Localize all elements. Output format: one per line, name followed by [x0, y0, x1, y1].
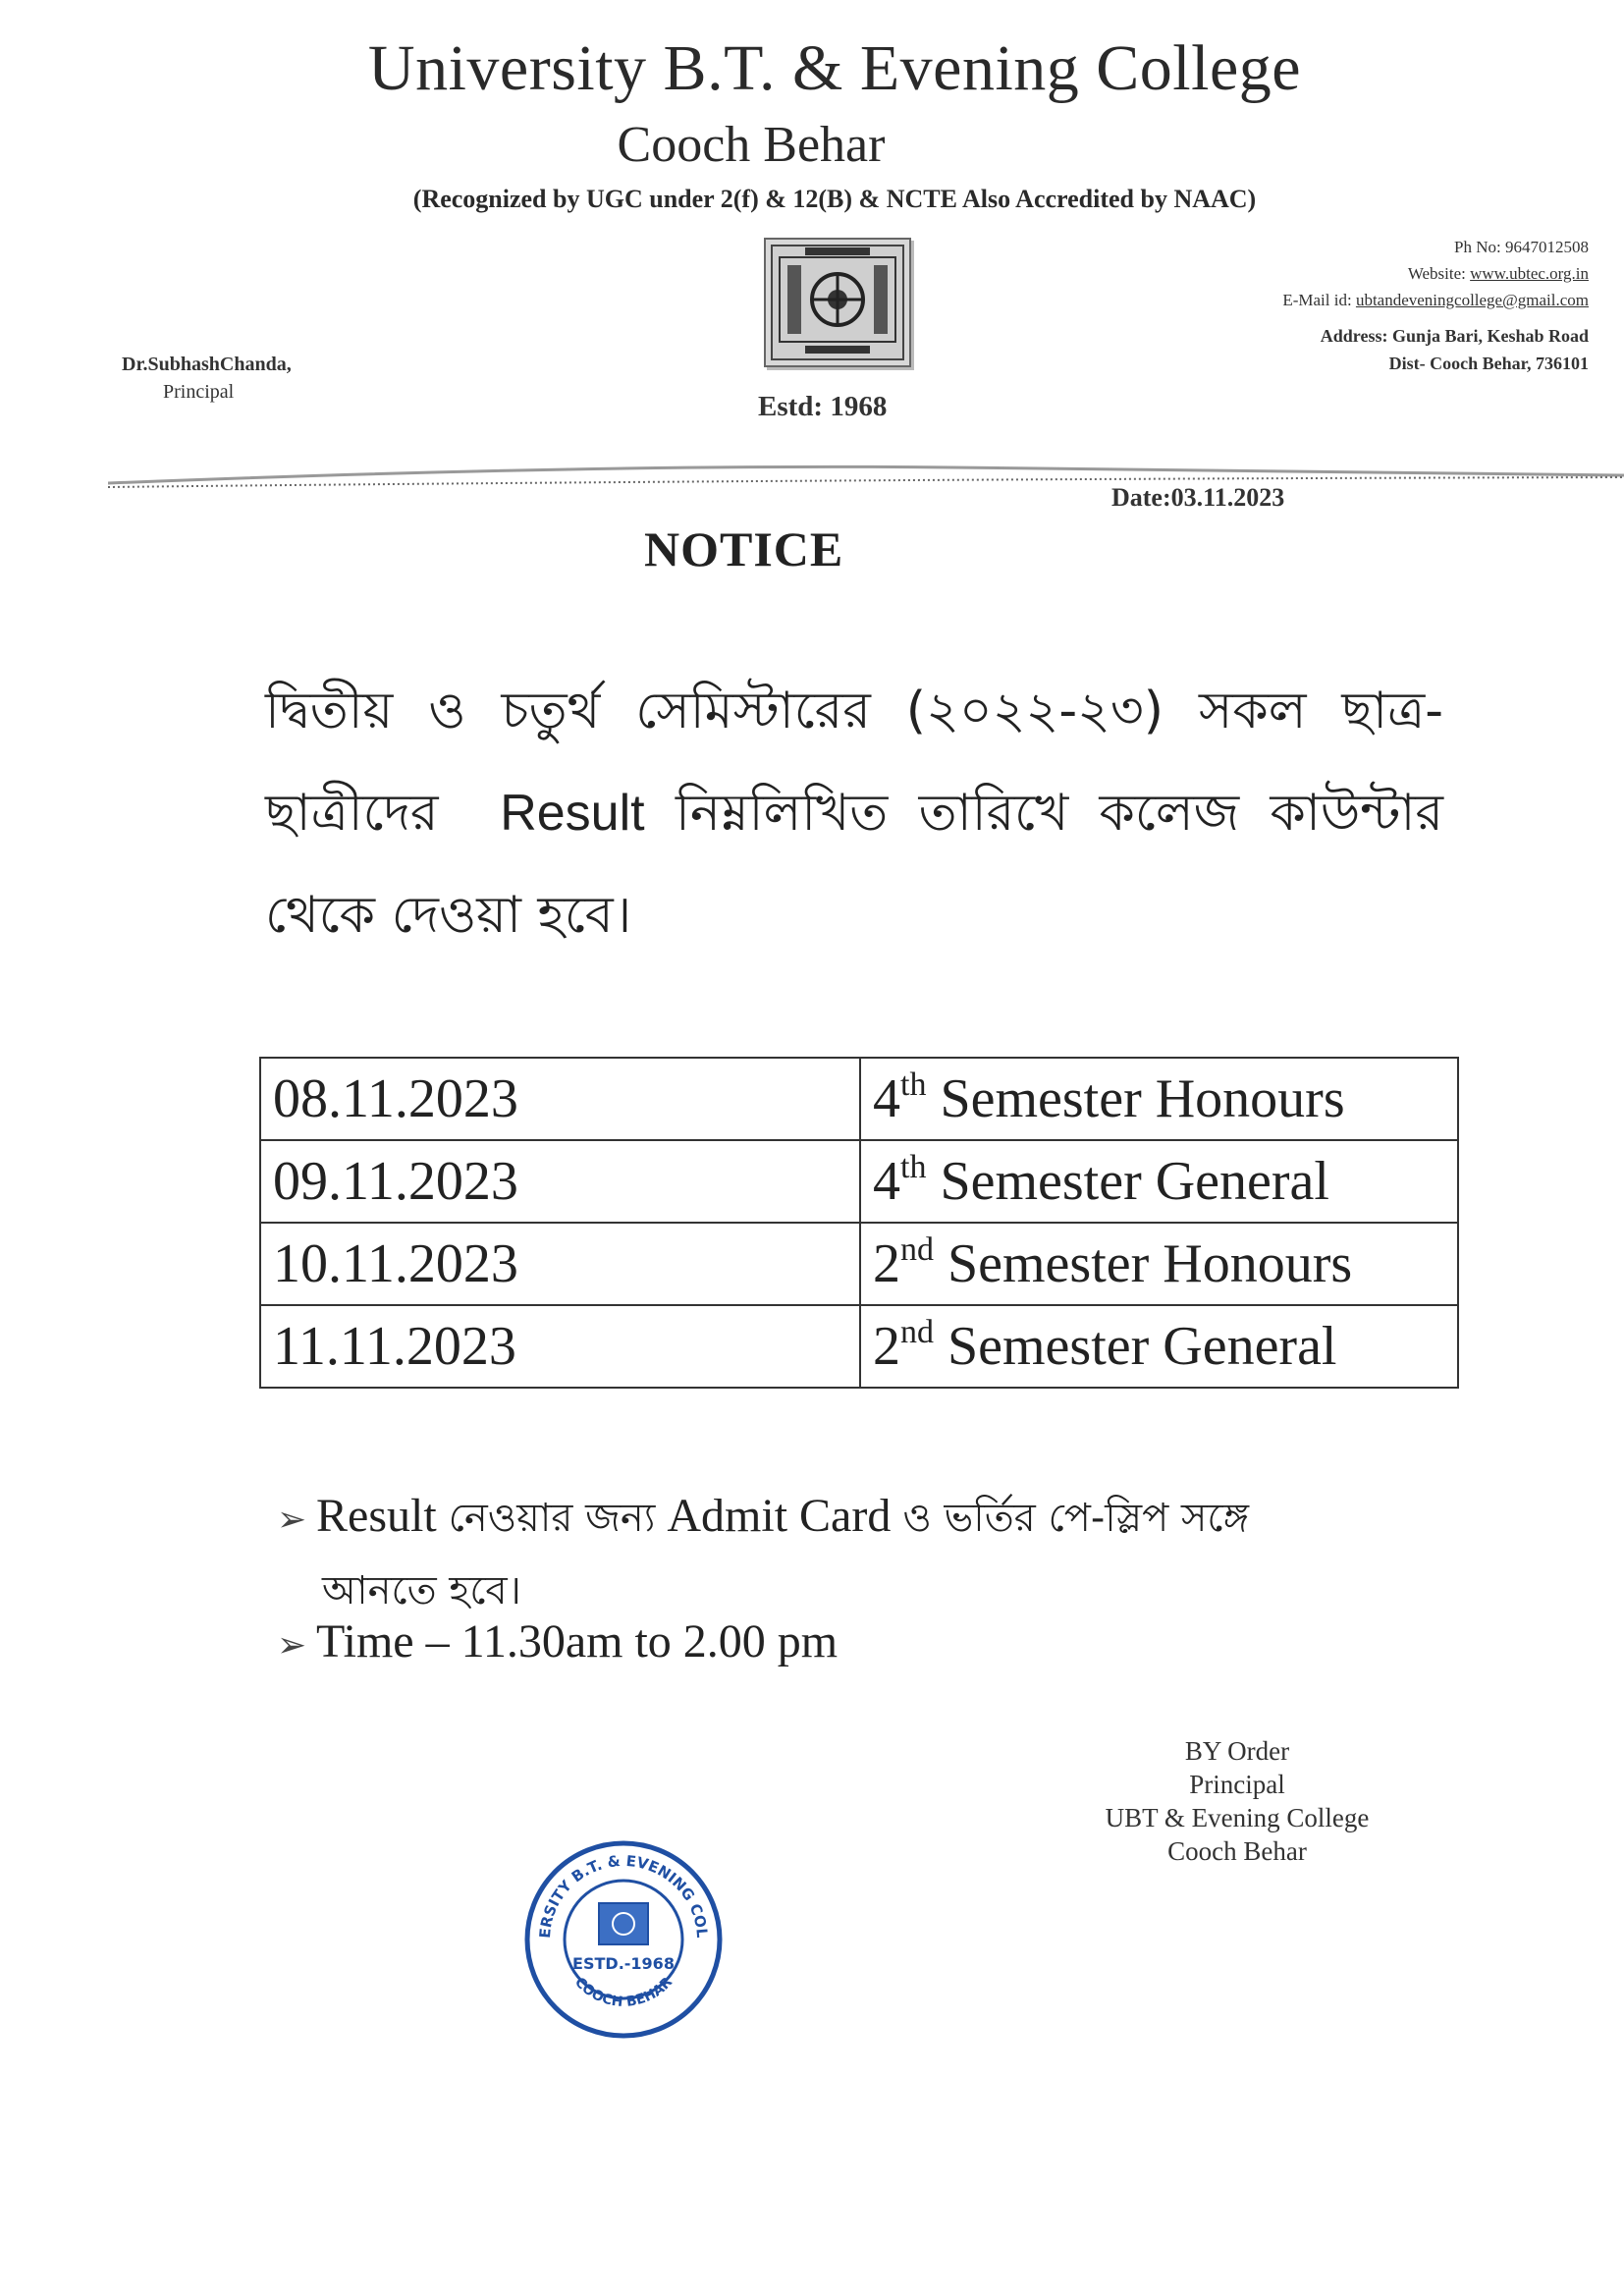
contact-block	[1282, 234, 1589, 313]
result-schedule-table	[259, 1057, 1459, 1389]
established-year: Estd: 1968	[758, 391, 888, 422]
college-city: Cooch Behar	[617, 117, 886, 173]
website-link[interactable]: www.ubtec.org.in	[1470, 264, 1589, 283]
signature-block	[1070, 1734, 1404, 1868]
header-divider	[108, 462, 1624, 489]
schedule-semester: 4th Semester General	[860, 1140, 1458, 1223]
email-line: E-Mail id: ubtandeveningcollege@gmail.com	[1282, 291, 1589, 309]
svg-text:COOCH BEHAR: COOCH BEHAR	[570, 1974, 677, 2010]
svg-text:ESTD.-1968: ESTD.-1968	[572, 1954, 675, 1973]
round-stamp-icon	[520, 1836, 727, 2043]
signature-line: BY Order	[1184, 1736, 1290, 1766]
schedule-date: 09.11.2023	[260, 1140, 860, 1223]
schedule-semester: 2nd Semester General	[860, 1305, 1458, 1388]
svg-text:UNIVERSITY B.T. & EVENING COLL: ERSITY B.T. & EVENING COL	[535, 1851, 712, 1940]
address-block	[1321, 322, 1589, 377]
instruction-time: ➢ Time – 11.30am to 2.00 pm	[277, 1615, 839, 1667]
address-line-1: Address: Gunja Bari, Keshab Road	[1320, 326, 1589, 346]
website-line: Website: www.ubtec.org.in	[1407, 264, 1589, 283]
principal-name: Dr.SubhashChanda,	[122, 354, 292, 375]
schedule-date: 08.11.2023	[260, 1058, 860, 1140]
arrow-bullet-icon: ➢	[277, 1625, 307, 1666]
table-row	[260, 1223, 1458, 1305]
schedule-date: 10.11.2023	[260, 1223, 860, 1305]
schedule-semester: 4th Semester Honours	[860, 1058, 1458, 1140]
address-line-2: Dist- Cooch Behar, 736101	[1388, 354, 1589, 373]
schedule-date: 11.11.2023	[260, 1305, 860, 1388]
principal-title: Principal	[163, 381, 235, 403]
schedule-semester: 2nd Semester Honours	[860, 1223, 1458, 1305]
accreditation-line: (Recognized by UGC under 2(f) & 12(B) & NCTE Also Accredited by NAAC)	[412, 185, 1257, 213]
instruction-admit-card-cont: আনতে হবে।	[322, 1568, 521, 1613]
phone-number: Ph No: 9647012508	[1454, 238, 1589, 256]
notice-title: NOTICE	[644, 521, 844, 576]
email-link[interactable]: ubtandeveningcollege@gmail.com	[1355, 291, 1589, 309]
notice-body: দ্বিতীয় ও চতুর্থ সেমিস্টারের (২০২২-২৩) সকল ছাত্র-ছাত্রীদের Result নিম্নলিখিত তারিখে কলেজ কাউন্টার থেকে দেওয়া হবে।	[265, 682, 1443, 945]
signature-line: Principal	[1189, 1770, 1285, 1799]
notice-date: Date:03.11.2023	[1111, 483, 1285, 512]
arrow-bullet-icon: ➢	[277, 1500, 307, 1540]
instruction-admit-card: ➢ Result নেওয়ার জন্য Admit Card ও ভর্তির পে-স্লিপ সঙ্গে	[277, 1490, 1249, 1542]
table-row	[260, 1058, 1458, 1140]
college-name: University B.T. & Evening College	[367, 32, 1302, 104]
signature-line: UBT & Evening College	[1105, 1803, 1370, 1832]
college-emblem-icon	[764, 238, 911, 367]
table-row	[260, 1305, 1458, 1388]
table-row	[260, 1140, 1458, 1223]
signature-line: Cooch Behar	[1167, 1836, 1307, 1866]
